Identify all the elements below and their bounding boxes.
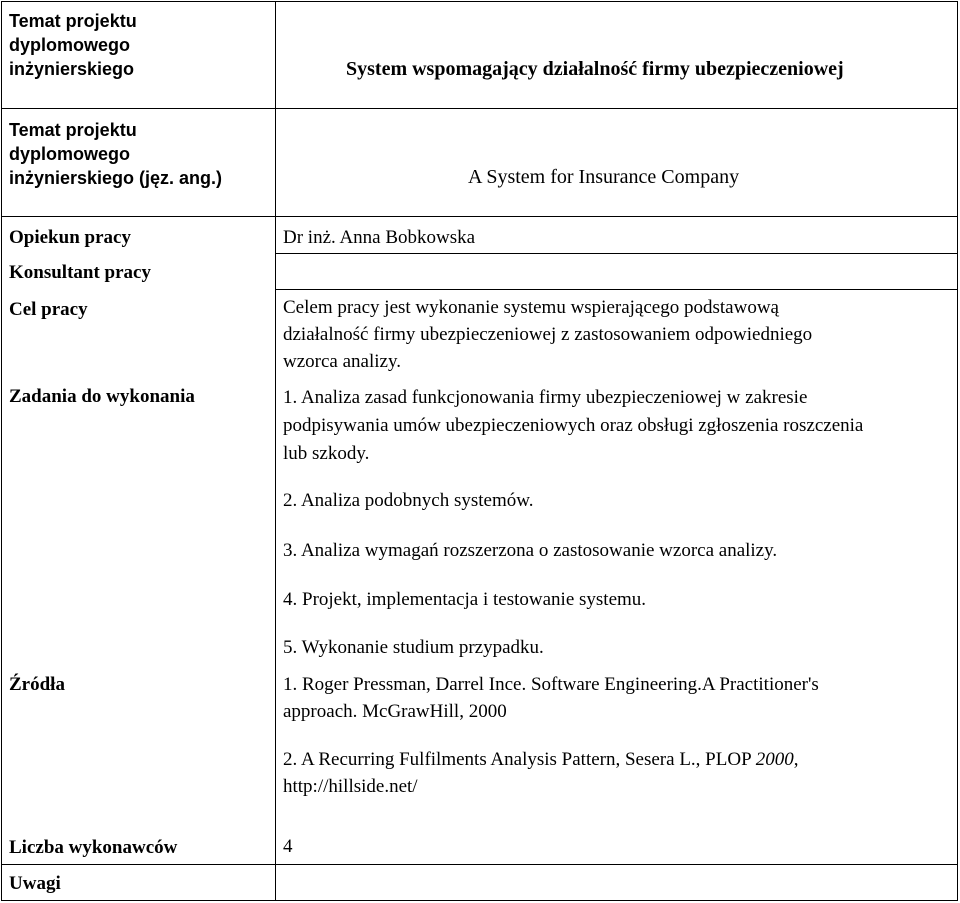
label-goal: Cel pracy bbox=[9, 299, 88, 320]
label-consultant: Konsultant pracy bbox=[9, 262, 151, 283]
table-border-right bbox=[957, 1, 958, 901]
label-authors: Liczba wykonawców bbox=[9, 837, 178, 858]
task-item-1: 1. Analiza zasad funkcjonowania firmy ubezpieczeniowej w zakresie podpisywania umów ubezpieczeniowych oraz obsługi zgłoszenia roszczenia lub szkody. bbox=[283, 387, 864, 464]
label-notes: Uwagi bbox=[9, 873, 61, 894]
value-topic-pl: System wspomagający działalność firmy ubezpieczeniowej bbox=[346, 58, 844, 80]
source-item-2: 2. A Recurring Fulfilments Analysis Pattern, Sesera L., PLOP 2000, http://hillside.net/ bbox=[283, 749, 799, 797]
task-item-3: 3. Analiza wymagań rozszerzona o zastosowanie wzorca analizy. bbox=[283, 540, 778, 561]
label-tasks: Zadania do wykonania bbox=[9, 386, 195, 407]
row-divider-4 bbox=[275, 289, 958, 290]
task-item-5: 5. Wykonanie studium przypadku. bbox=[283, 637, 544, 658]
table-border-top bbox=[1, 1, 958, 2]
table-border-left bbox=[1, 1, 2, 901]
label-topic-en: Temat projektu dyplomowego inżynierskiego (jęz. ang.) bbox=[9, 120, 223, 188]
column-divider bbox=[275, 1, 276, 901]
row-divider-3 bbox=[275, 253, 958, 254]
task-item-4: 4. Projekt, implementacja i testowanie systemu. bbox=[283, 589, 647, 610]
value-supervisor: Dr inż. Anna Bobkowska bbox=[283, 227, 476, 248]
row-divider-1 bbox=[1, 108, 958, 109]
value-authors: 4 bbox=[283, 836, 293, 857]
value-goal: Celem pracy jest wykonanie systemu wspierającego podstawową działalność firmy ubezpieczeniowej z zastosowaniem odpowiedniego wzorca analizy. bbox=[283, 297, 813, 372]
task-item-2: 2. Analiza podobnych systemów. bbox=[283, 490, 534, 511]
table-border-bottom bbox=[1, 900, 958, 901]
row-divider-2 bbox=[1, 216, 958, 217]
label-topic-pl: Temat projektu dyplomowego inżynierskiego bbox=[9, 11, 137, 79]
label-sources: Źródła bbox=[9, 674, 65, 695]
value-topic-en: A System for Insurance Company bbox=[468, 166, 740, 188]
row-divider-5 bbox=[1, 864, 958, 865]
label-supervisor: Opiekun pracy bbox=[9, 227, 131, 248]
thesis-form-table bbox=[1, 1, 958, 901]
source-item-1: 1. Roger Pressman, Darrel Ince. Software Engineering.A Practitioner's approach. McGrawHill, 2000 bbox=[283, 674, 819, 722]
